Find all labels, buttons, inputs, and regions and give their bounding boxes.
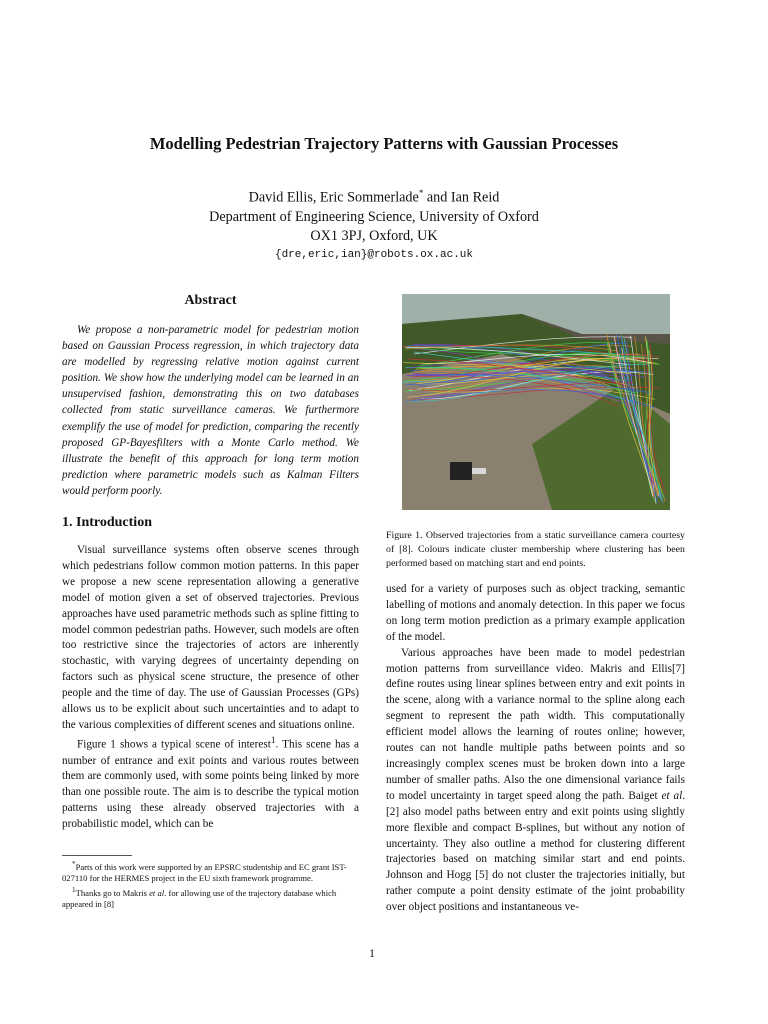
authors-names-tail: and Ian Reid — [423, 189, 500, 206]
affiliation: Department of Engineering Science, University of Oxford — [209, 208, 539, 225]
abstract-heading: Abstract — [184, 293, 237, 308]
footnotes — [62, 856, 359, 910]
page-number: 1 — [369, 946, 375, 960]
figure-caption: Figure 1. Observed trajectories from a static surveillance camera courtesy of [8]. Colours indicate cluster membership where clustering has been performed based on matching start and end points. — [386, 530, 685, 569]
footnote-1 — [62, 859, 359, 885]
address: OX1 3PJ, Oxford, UK — [310, 227, 438, 244]
footnote-2-mark: 1 — [72, 885, 76, 894]
authors-names: David Ellis, Eric Sommerlade — [248, 189, 419, 206]
right-p2-end: . [2] also model paths between entry and exit points using slightly more flexible and compact B-splines, but without any notion of uncertainty. They also outline a method for clustering different trajectories based on matching similar start and end points. Johnson and Hogg [5] do not cluster the trajectories initially, but rather compute a point density estimate of the joint probability over object positions and instantaneous ve- — [386, 789, 686, 914]
paper-title: Modelling Pedestrian Trajectory Patterns with Gaussian Processes — [149, 134, 619, 153]
right-paragraph-2 — [386, 646, 685, 916]
email: {dre,eric,ian}@robots.ox.ac.uk — [274, 248, 474, 261]
right-p2-start: Various approaches have been made to model pedestrian motion patterns from surveillance video. Makris and Ellis[7] define routes using linear splines between entry and exit points in the scene, along with a variance normal to the spline along each segment to represent the path width. This computationally efficient model allows the learning of routes online; however, routes can not handle multiple paths between points and so increasingly complex scenes must be broken down into a large number of smaller paths. Also the one dimensional variance fails to model uncertainty in target speed along the path. Baiget — [386, 646, 685, 802]
surveillance-scene-image — [402, 294, 670, 510]
intro-heading: 1. Introduction — [62, 515, 152, 530]
footnote-2-text-b: . for allowing use of the trajectory database which appeared in [8] — [62, 887, 337, 909]
author-block — [0, 184, 748, 265]
footnote-2 — [62, 885, 359, 911]
authors-line — [0, 184, 748, 208]
footnote-2-emphasis: et al — [149, 887, 165, 898]
footnote-2-text-a: Thanks go to Makris — [75, 887, 150, 898]
equipment-box — [472, 468, 486, 474]
right-paragraph-1: used for a variety of purposes such as object tracking, semantic labelling of motions and anomaly detection. In this paper we focus on long term motion prediction as a primary example application of the model. — [386, 583, 685, 643]
camera-equipment — [450, 462, 472, 480]
abstract-text: We propose a non-parametric model for pedestrian motion based on Gaussian Process regression, in which trajectory data are modelled by regressing relative motion against current position. We show how the underlying model can be learned in an unsupervised fashion, demonstrating this on two databases collected from static surveillance cameras. We furthermore exemplify the use of model for prediction, comparing the recently proposed GP-Bayesfilters with a Monte Carlo method. We illustrate the benefit of this approach for long term motion prediction where parametric models such as Kalman Filters would perform poorly. — [62, 324, 359, 497]
footnote-1-text: Parts of this work were supported by an EPSRC studentship and EC grant IST-027110 for the HERMES project in the EU sixth framework programme. — [62, 861, 347, 884]
intro-paragraph-2 — [62, 734, 359, 833]
right-p2-emphasis: et al — [661, 789, 683, 802]
intro-p2-start: Figure 1 shows a typical scene of interest — [77, 738, 271, 751]
right-column-body — [386, 582, 685, 916]
intro-p2-end: . This scene has a number of entrance and exit points and various routes between them are commonly used, with some points being linked by more than one possible route. The aim is to describe the typical motion patterns using these already observed trajectories with a probabilistic model, which can be — [62, 738, 359, 831]
footnote-1-mark: * — [72, 860, 76, 868]
author-footnote-mark: * — [418, 188, 424, 198]
figure-1-image — [402, 294, 670, 510]
intro-body — [62, 543, 359, 833]
intro-paragraph-1: Visual surveillance systems often observe scenes through which pedestrians follow common motion patterns. In this paper we propose a new scene representation allowing a generative model of motion given a set of observed trajectories. Previous approaches have used parametric methods such as spline fitting to model common pedestrian paths. However, such models are often too restrictive since the trajectories of actors are inherently stochastic, with varying degrees of uncertainty depending on factors such as physical scene structure, the presence of other people and the time of day. The use of Gaussian Processes (GPs) allows us to be explicit about such uncertainties and to adapt to the various complexities of different scenes and situations online. — [62, 544, 359, 731]
footnote-ref-1: 1 — [270, 735, 276, 746]
